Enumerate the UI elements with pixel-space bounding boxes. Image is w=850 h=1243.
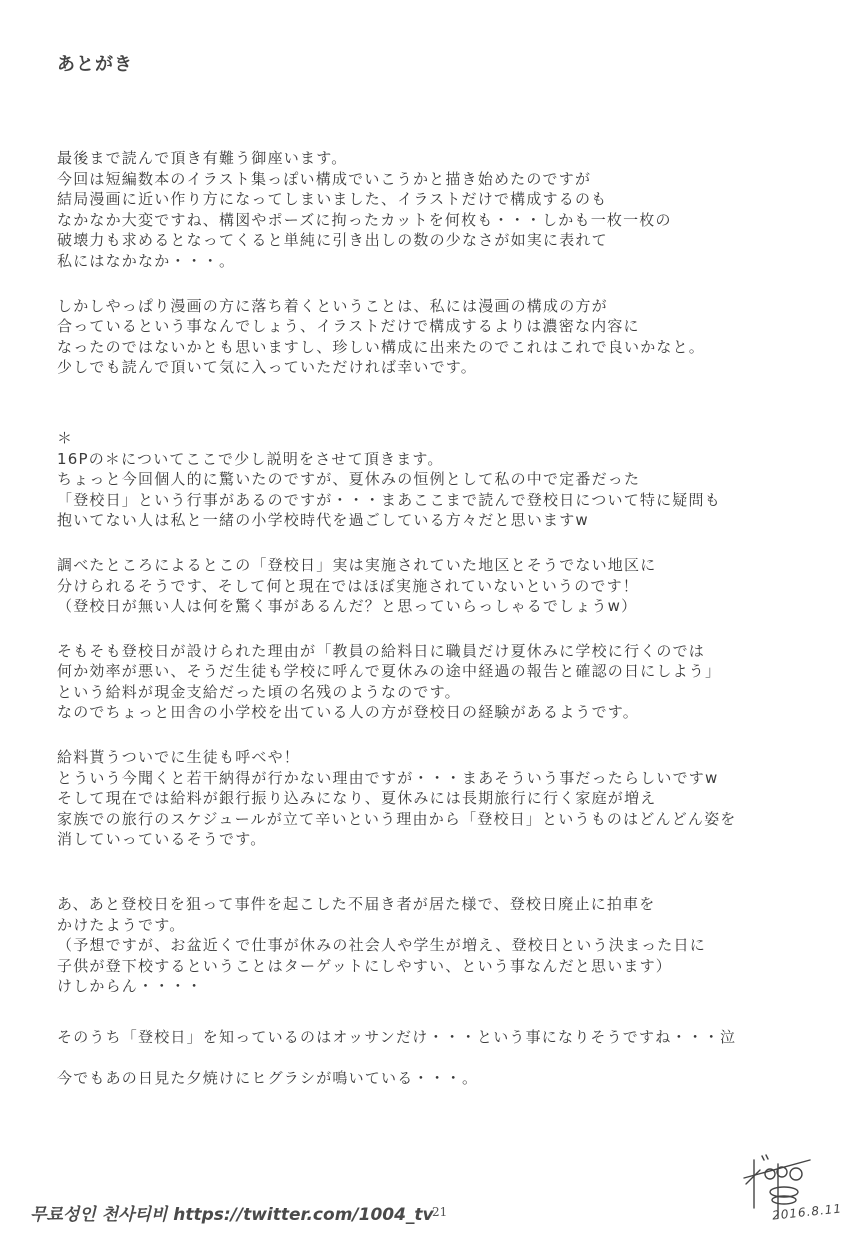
- text-line: かけたようです。: [57, 915, 186, 934]
- text-line: 消していっているそうです。: [57, 830, 267, 849]
- paragraph-ossan: [57, 1027, 837, 1048]
- watermark-overlay: 무료성인 천사티비 https://twitter.com/1004_tv: [30, 1205, 434, 1225]
- text-line: 抱いてない人は私と一緒の小学校時代を過ごしている方々だと思いますw: [57, 511, 589, 530]
- page-title: あとがき: [57, 54, 133, 75]
- text-line: 何か効率が悪い、そうだ生徒も学校に呼んで夏休みの途中経過の報告と確認の日にしよう」: [57, 662, 722, 681]
- paragraph-manga-structure: [57, 296, 837, 378]
- text-line: （予想ですが、お盆近くで仕事が休みの社会人や学生が増え、登校日という決まった日に: [57, 936, 706, 955]
- text-line: 16Pの＊についてここで少し説明をさせて頂きます。: [57, 449, 444, 468]
- text-line: 分けられるそうです、そして何と現在ではほぼ実施されていないというのです！: [57, 576, 640, 595]
- footnote-asterisk: ＊: [57, 428, 74, 447]
- paragraph-footnote-intro: [57, 428, 837, 531]
- text-line: 合っているという事なんでしょう、イラストだけで構成するよりは濃密な内容に: [57, 317, 640, 336]
- paragraph-intro: [57, 148, 837, 272]
- text-line: なのでちょっと田舎の小学校を出ている人の方が登校日の経験があるようです。: [57, 703, 640, 722]
- text-line: （登校日が無い人は何を驚く事があるんだ？と思っていらっしゃるでしょうw）: [57, 597, 638, 616]
- paragraph-origin: [57, 641, 837, 723]
- text-line: 家族での旅行のスケジュールが立て辛いという理由から「登校日」というものはどんどん姿を: [57, 809, 737, 828]
- text-line: 「登校日」という行事があるのですが・・・まあここまで読んで登校日について特に疑問も: [57, 490, 721, 509]
- text-line: 結局漫画に近い作り方になってしまいました、イラストだけで構成するのも: [57, 190, 608, 209]
- text-line: 今回は短編数本のイラスト集っぽい構成でいこうかと描き始めたのですが: [57, 169, 592, 188]
- text-line: しかしやっぱり漫画の方に落ち着くということは、私には漫画の構成の方が: [57, 296, 608, 315]
- text-line: なったのではないかとも思いますし、珍しい構成に出来たのでこれはこれで良いかなと。: [57, 337, 706, 356]
- paragraph-incident: [57, 894, 837, 997]
- text-line: 最後まで読んで頂き有難う御座います。: [57, 149, 348, 167]
- text-line: 私にはなかなか・・・。: [57, 251, 236, 270]
- text-line: なかなか大変ですね、構図やポーズに拘ったカットを何枚も・・・しかも一枚一枚の: [57, 210, 672, 229]
- text-line: 子供が登下校するということはターゲットにしやすい、という事なんだと思います）: [57, 956, 673, 975]
- text-line: あ、あと登校日を狙って事件を起こした不届き者が居た様で、登校日廃止に拍車を: [57, 895, 656, 914]
- page-number: 21: [432, 1205, 448, 1219]
- text-line: 破壊力も求めるとなってくると単純に引き出しの数の少なさが如実に表れて: [57, 231, 608, 250]
- paragraph-research: [57, 555, 837, 617]
- text-line: とういう今聞くと若干納得が行かない理由ですが・・・まあそういう事だったらしいですw: [57, 768, 719, 787]
- text-line: そのうち「登校日」を知っているのはオッサンだけ・・・という事になりそうですね・・・泣: [57, 1028, 737, 1046]
- paragraph-current: [57, 747, 837, 850]
- text-line: けしからん・・・・: [57, 977, 203, 996]
- text-line: ちょっと今回個人的に驚いたのですが、夏休みの恒例として私の中で定番だった: [57, 470, 641, 489]
- paragraph-closing: [57, 1068, 837, 1089]
- text-line: そもそも登校日が設けられた理由が「教員の給料日に職員だけ夏休みに学校に行くのでは: [57, 641, 706, 660]
- text-line: という給料が現金支給だった頃の名残のようなのです。: [57, 682, 461, 701]
- text-line: 調べたところによるとこの「登校日」実は実施されていた地区とそうでない地区に: [57, 555, 657, 574]
- afterword-body: [57, 148, 837, 1112]
- text-line: 給料貰うついでに生徒も呼べや！: [57, 748, 301, 767]
- text-line: 今でもあの日見た夕焼けにヒグラシが鳴いている・・・。: [57, 1068, 479, 1087]
- text-line: そして現在では給料が銀行振り込みになり、夏休みには長期旅行に行く家庭が増え: [57, 789, 657, 808]
- signature-date: 2016.8.11: [771, 1201, 843, 1223]
- text-line: 少しでも読んで頂いて気に入っていただければ幸いです。: [57, 358, 478, 377]
